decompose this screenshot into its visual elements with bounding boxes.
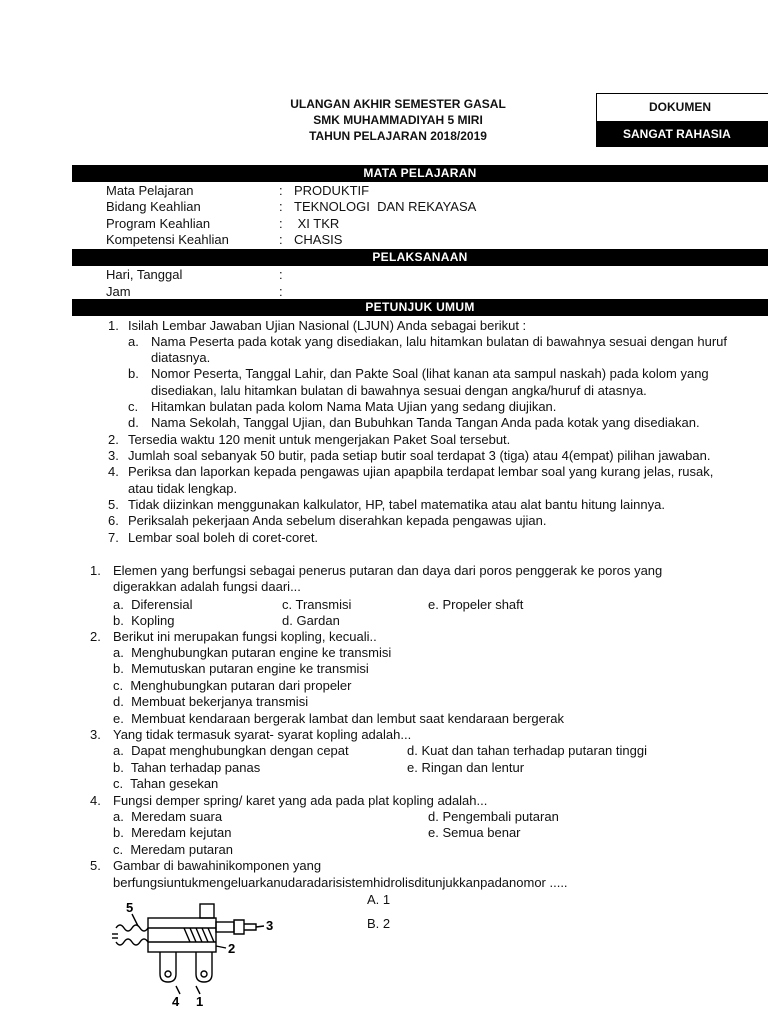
instruction-text: Nama Sekolah, Tanggal Ujian, dan Bubuhkan Tanda Tangan Anda pada kotak yang disediakan.: [151, 415, 700, 430]
instruction-number: 6.: [108, 513, 119, 528]
answer-option: e. Semua benar: [428, 825, 521, 840]
instruction-text: Periksa dan laporkan kepada pengawas ujian apapbila terdapat lembar soal yang kurang jelas, rusak,: [128, 464, 714, 479]
instruction-text: Jumlah soal sebanyak 50 butir, pada setiap butir soal terdapat 3 (tiga) atau 4(empat) pilihan jawaban.: [128, 448, 711, 463]
answer-option: c. Meredam putaran: [113, 842, 233, 857]
question-text: Gambar di bawahinikomponen yang: [113, 858, 322, 873]
document-classification-box: [596, 93, 768, 147]
instruction-text: Nomor Peserta, Tanggal Lahir, dan Pakte Soal (lihat kanan ata sampul naskah) pada kolom yang: [151, 366, 709, 381]
question-number: 4.: [90, 793, 101, 808]
section-pelaksanaan: PELAKSANAAN: [72, 249, 768, 266]
question-text: Yang tidak termasuk syarat- syarat kopling adalah...: [113, 727, 412, 742]
answer-option: c. Transmisi: [282, 597, 352, 612]
answer-option: a. Meredam suara: [113, 809, 223, 824]
school-name: SMK MUHAMMADIYAH 5 MIRI: [313, 113, 483, 127]
diagram-label: 1: [196, 994, 204, 1008]
instruction-letter: a.: [128, 334, 139, 349]
info-colon: :: [279, 183, 283, 198]
info-colon: :: [279, 199, 283, 214]
info-label: Program Keahlian: [106, 216, 211, 231]
instruction-letter: d.: [128, 415, 139, 430]
question-number: 3.: [90, 727, 101, 742]
question-number: 5.: [90, 858, 101, 873]
schedule-colon: :: [279, 267, 283, 282]
instruction-text: Nama Peserta pada kotak yang disediakan, lalu hitamkan bulatan di bawahnya sesuai dengan huruf: [151, 334, 727, 349]
schedule-label: Hari, Tanggal: [106, 267, 183, 282]
instruction-number: 2.: [108, 432, 119, 447]
diagram-label: 3: [266, 918, 274, 933]
info-value: CHASIS: [294, 232, 343, 247]
answer-option: e. Propeler shaft: [428, 597, 524, 612]
question-text: Fungsi demper spring/ karet yang ada pada plat kopling adalah...: [113, 793, 488, 808]
instruction-letter: c.: [128, 399, 139, 414]
instruction-number: 1.: [108, 318, 119, 333]
instruction-number: 7.: [108, 530, 119, 545]
info-label: Kompetensi Keahlian: [106, 232, 229, 247]
instruction-text: Tidak diizinkan menggunakan kalkulator, HP, tabel matematika atau alat bantu hitung lainnya.: [128, 497, 665, 512]
answer-option: d. Pengembali putaran: [428, 809, 559, 824]
question-text: digerakkan adalah fungsi daari...: [113, 579, 301, 594]
confidential-label: SANGAT RAHASIA: [597, 121, 768, 147]
instruction-text: Isilah Lembar Jawaban Ujian Nasional (LJUN) Anda sebagai berikut :: [128, 318, 527, 333]
instruction-text: atau tidak lengkap.: [128, 481, 238, 496]
answer-option: b. Memutuskan putaran engine ke transmisi: [113, 661, 369, 676]
answer-option: c. Menghubungkan putaran dari propeler: [113, 678, 352, 693]
info-value: XI TKR: [294, 216, 340, 231]
answer-option: d. Gardan: [282, 613, 340, 628]
info-value: TEKNOLOGI DAN REKAYASA: [294, 199, 477, 214]
answer-option: b. Meredam kejutan: [113, 825, 232, 840]
instruction-number: 3.: [108, 448, 119, 463]
schedule-colon: :: [279, 284, 283, 299]
info-label: Bidang Keahlian: [106, 199, 201, 214]
answer-option: c. Tahan gesekan: [113, 776, 219, 791]
info-value: PRODUKTIF: [294, 183, 370, 198]
instruction-text: disediakan, lalu hitamkan bulatan di bawahnya sesuai dengan angka/huruf di atasnya.: [151, 383, 647, 398]
section-petunjuk-umum: PETUNJUK UMUM: [72, 299, 768, 316]
info-colon: :: [279, 216, 283, 231]
info-label: Mata Pelajaran: [106, 183, 194, 198]
question-text: berfungsiuntukmengeluarkanudaradarisistemhidrolisditunjukkanpadanomor .....: [113, 875, 568, 890]
answer-option: e. Membuat kendaraan bergerak lambat dan lembut saat kendaraan bergerak: [113, 711, 564, 726]
answer-option: a. Dapat menghubungkan dengan cepat: [113, 743, 349, 758]
diagram-label: 2: [228, 941, 236, 956]
instruction-number: 5.: [108, 497, 119, 512]
question-number: 1.: [90, 563, 101, 578]
instruction-text: Hitamkan bulatan pada kolom Nama Mata Ujian yang sedang diujikan.: [151, 399, 557, 414]
info-colon: :: [279, 232, 283, 247]
answer-option: a. Diferensial: [113, 597, 193, 612]
answer-option: B. 2: [367, 916, 391, 931]
answer-option: A. 1: [367, 892, 391, 907]
instruction-number: 4.: [108, 464, 119, 479]
instruction-text: diatasnya.: [151, 350, 211, 365]
academic-year: TAHUN PELAJARAN 2018/2019: [309, 129, 487, 143]
instruction-letter: b.: [128, 366, 139, 381]
diagram-label: 5: [126, 900, 134, 915]
clutch-cylinder-diagram: [104, 898, 274, 1008]
instruction-text: Periksalah pekerjaan Anda sebelum diserahkan kepada pengawas ujian.: [128, 513, 547, 528]
section-mata-pelajaran: MATA PELAJARAN: [72, 165, 768, 182]
answer-option: e. Ringan dan lentur: [407, 760, 525, 775]
schedule-label: Jam: [106, 284, 131, 299]
question-number: 2.: [90, 629, 101, 644]
answer-option: b. Kopling: [113, 613, 175, 628]
answer-option: a. Menghubungkan putaran engine ke transmisi: [113, 645, 392, 660]
answer-option: d. Membuat bekerjanya transmisi: [113, 694, 309, 709]
question-text: Berikut ini merupakan fungsi kopling, kecuali..: [113, 629, 377, 644]
instruction-text: Lembar soal boleh di coret-coret.: [128, 530, 319, 545]
answer-option: b. Tahan terhadap panas: [113, 760, 261, 775]
document-label: DOKUMEN: [649, 100, 711, 114]
answer-option: d. Kuat dan tahan terhadap putaran tinggi: [407, 743, 647, 758]
instruction-text: Tersedia waktu 120 menit untuk mengerjakan Paket Soal tersebut.: [128, 432, 511, 447]
diagram-label: 4: [172, 994, 180, 1008]
exam-title: ULANGAN AKHIR SEMESTER GASAL: [290, 97, 506, 111]
question-text: Elemen yang berfungsi sebagai penerus putaran dan daya dari poros penggerak ke poros yang: [113, 563, 663, 578]
